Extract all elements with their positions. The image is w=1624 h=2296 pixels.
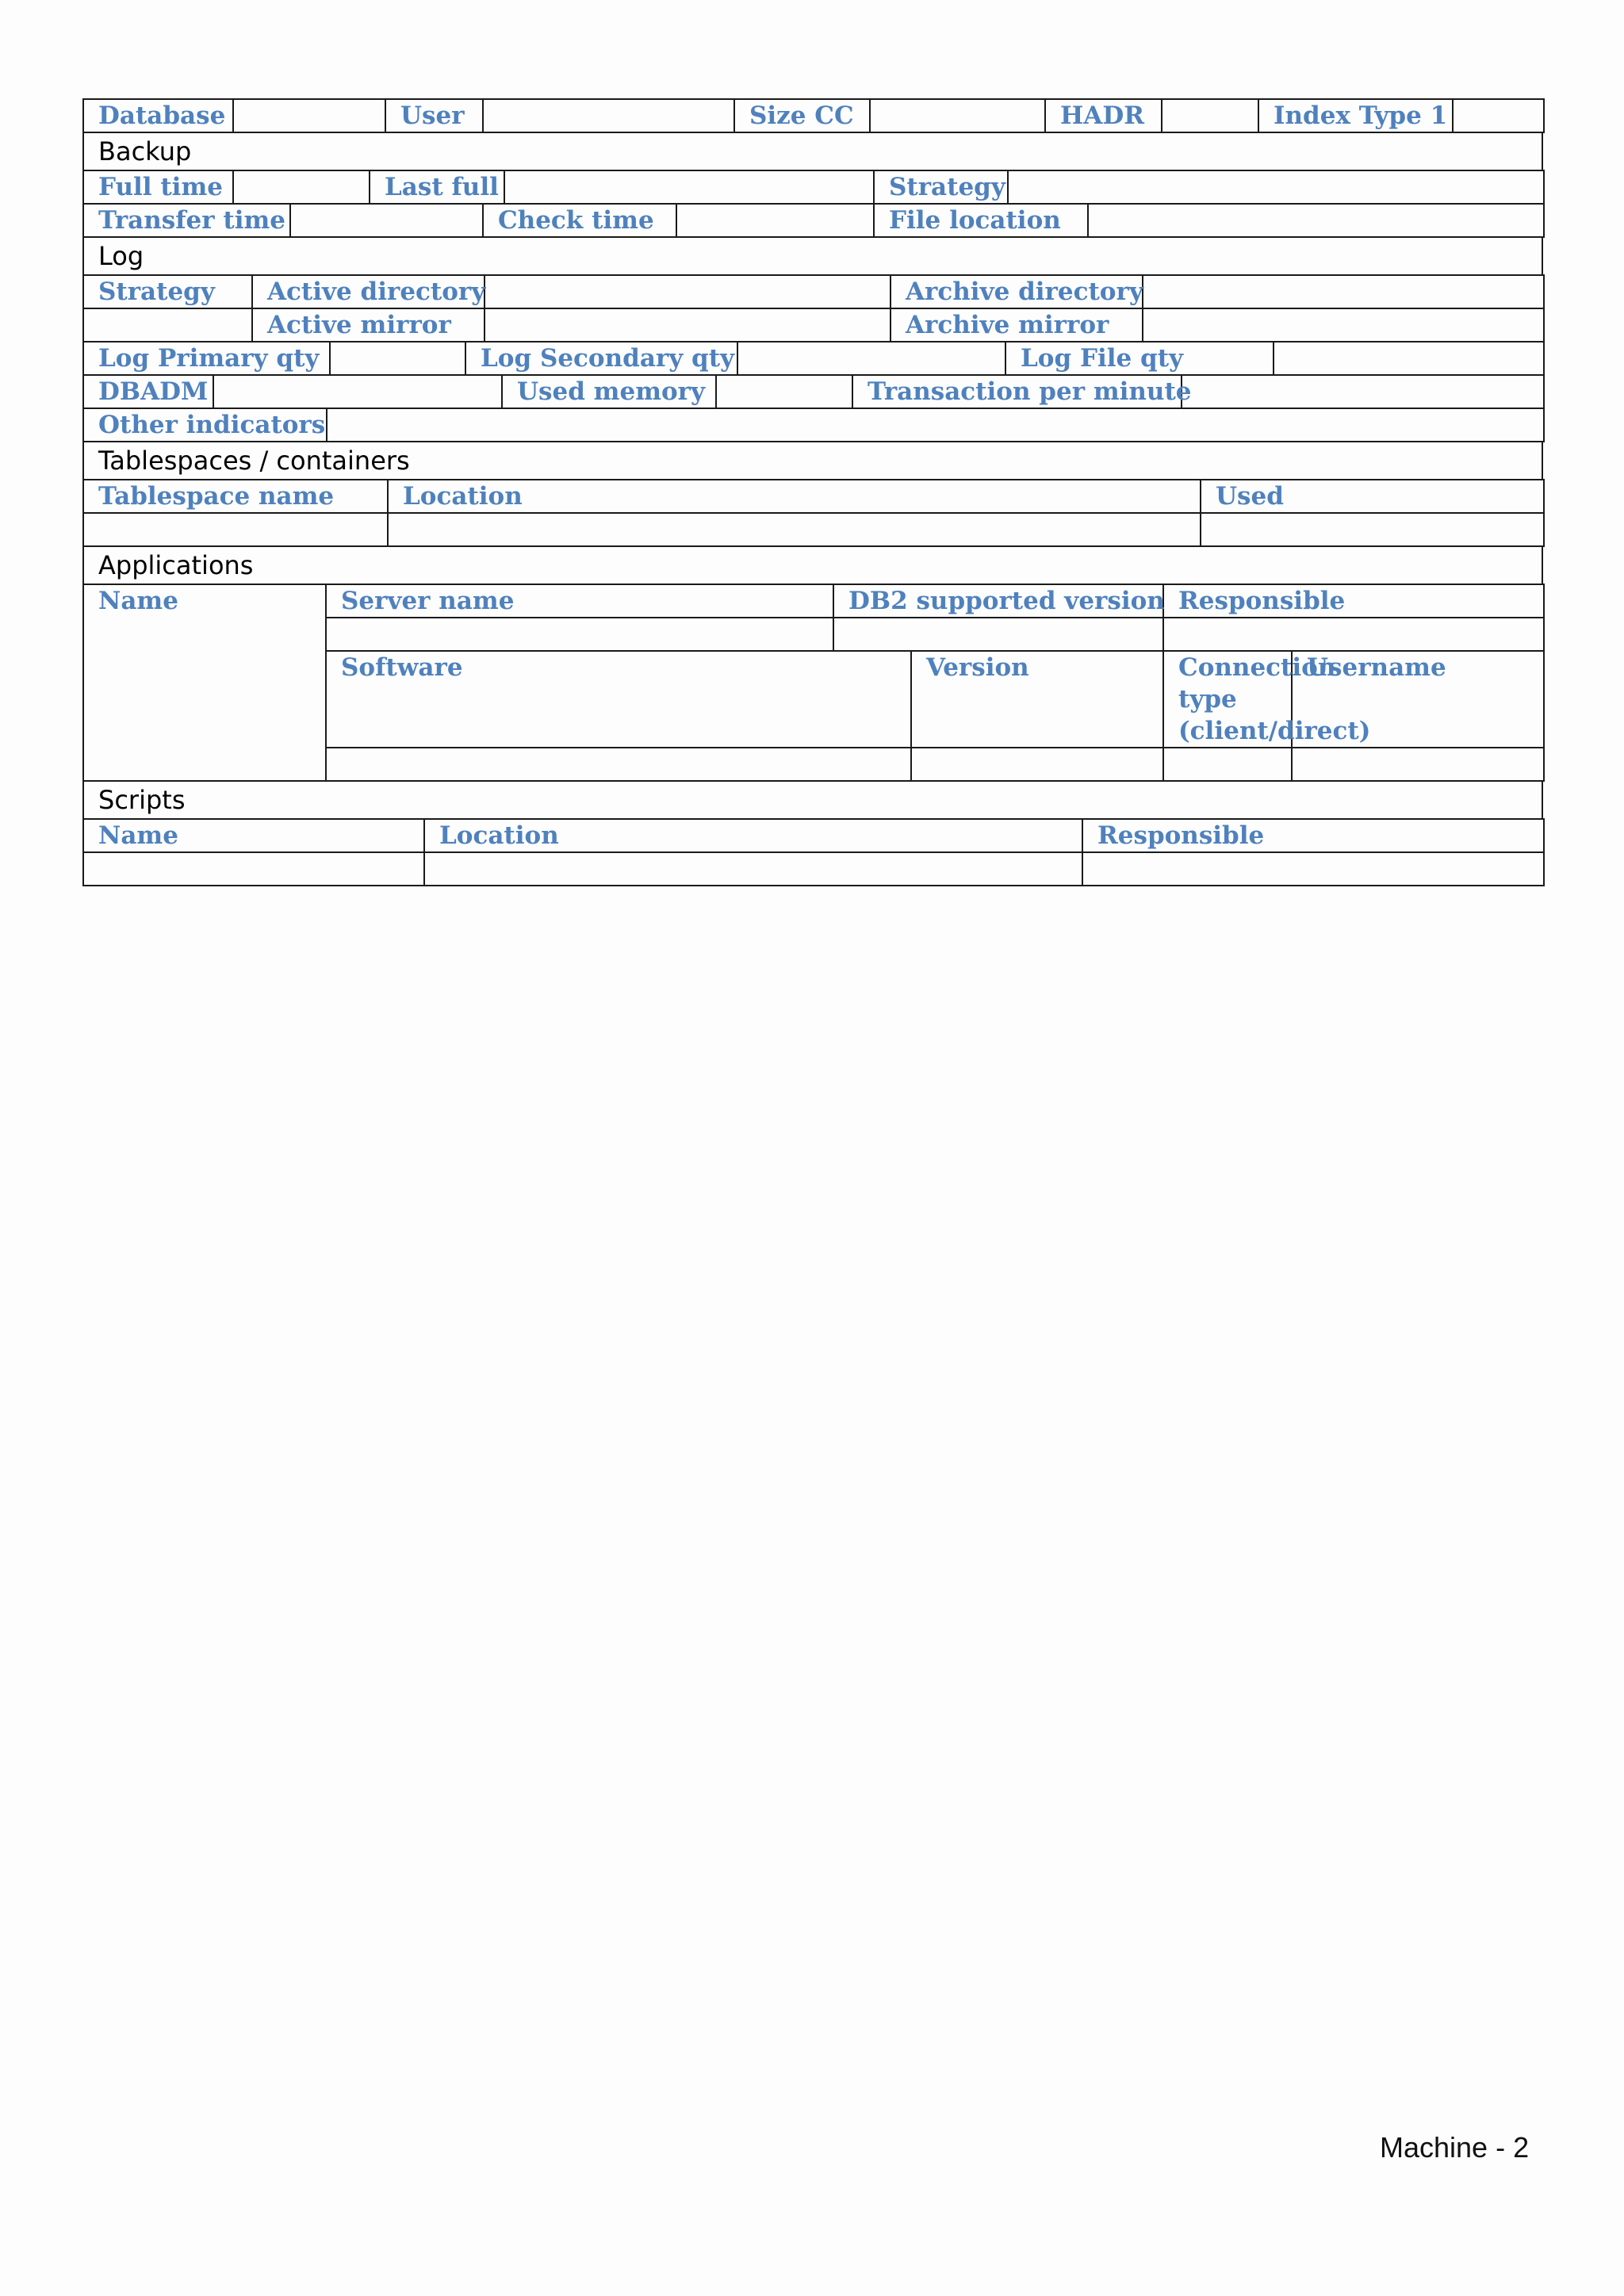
file-location-label: File location (874, 204, 1088, 237)
log-header-table (82, 236, 1543, 276)
tablespace-name-header: Tablespace name (83, 480, 388, 513)
tablespace-name-field[interactable] (83, 513, 388, 546)
tablespaces-table (82, 479, 1545, 547)
check-time-field[interactable] (676, 204, 874, 237)
version-field[interactable] (911, 748, 1163, 781)
last-full-label: Last full (370, 170, 504, 204)
app-name-header: Name (83, 584, 326, 781)
user-label: User (385, 99, 483, 132)
transfer-time-label: Transfer time (83, 204, 290, 237)
script-name-field[interactable] (83, 852, 424, 886)
index-type-field[interactable] (1453, 99, 1544, 132)
archive-mirror-field[interactable] (1143, 308, 1544, 342)
size-cc-label: Size CC (734, 99, 870, 132)
file-location-field[interactable] (1088, 204, 1544, 237)
version-header: Version (911, 651, 1163, 748)
archive-directory-field[interactable] (1143, 275, 1544, 308)
applications-table (82, 584, 1545, 782)
log-directories-table (82, 274, 1545, 342)
database-field[interactable] (233, 99, 385, 132)
used-memory-field[interactable] (716, 375, 852, 408)
log-primary-qty-label: Log Primary qty (83, 342, 330, 375)
log-qty-row (82, 341, 1545, 376)
dbadm-field[interactable] (213, 375, 502, 408)
log-secondary-qty-field[interactable] (737, 342, 1005, 375)
other-indicators-field[interactable] (327, 408, 1544, 442)
log-strategy-label: Strategy (83, 275, 252, 308)
applications-header-table (82, 545, 1543, 585)
full-time-label: Full time (83, 170, 233, 204)
transfer-time-field[interactable] (290, 204, 483, 237)
software-field[interactable] (326, 748, 911, 781)
applications-section-title: Applications (83, 546, 1542, 584)
backup-section-title: Backup (83, 132, 1542, 170)
software-header: Software (326, 651, 911, 748)
backup-row-1 (82, 170, 1545, 205)
archive-mirror-label: Archive mirror (891, 308, 1143, 342)
tablespace-location-header: Location (388, 480, 1201, 513)
log-secondary-qty-label: Log Secondary qty (465, 342, 737, 375)
backup-strategy-label: Strategy (874, 170, 1008, 204)
app-responsible-header: Responsible (1163, 584, 1544, 618)
script-responsible-field[interactable] (1082, 852, 1544, 886)
log-section-title: Log (83, 237, 1542, 275)
other-indicators-row (82, 408, 1545, 442)
last-full-field[interactable] (504, 170, 874, 204)
server-name-header: Server name (326, 584, 833, 618)
server-name-field[interactable] (326, 618, 833, 651)
user-field[interactable] (483, 99, 734, 132)
header-row-table (82, 98, 1545, 133)
hadr-label: HADR (1045, 99, 1162, 132)
dbadm-label: DBADM (83, 375, 213, 408)
connection-type-field[interactable] (1163, 748, 1292, 781)
hadr-field[interactable] (1162, 99, 1258, 132)
tablespace-location-field[interactable] (388, 513, 1201, 546)
backup-strategy-field[interactable] (1008, 170, 1544, 204)
tablespace-used-header: Used (1201, 480, 1544, 513)
size-cc-field[interactable] (870, 99, 1045, 132)
tablespace-used-field[interactable] (1201, 513, 1544, 546)
script-location-header: Location (424, 819, 1082, 852)
db2-supported-version-header: DB2 supported version (833, 584, 1163, 618)
check-time-label: Check time (483, 204, 676, 237)
other-indicators-label: Other indicators (83, 408, 327, 442)
database-label: Database (83, 99, 233, 132)
script-location-field[interactable] (424, 852, 1082, 886)
log-file-qty-label: Log File qty (1005, 342, 1274, 375)
active-mirror-label: Active mirror (252, 308, 485, 342)
connection-type-header: Connection type (client/direct) (1163, 651, 1292, 748)
dbadm-row (82, 374, 1545, 409)
transaction-per-minute-label: Transaction per minute (852, 375, 1182, 408)
log-file-qty-field[interactable] (1274, 342, 1544, 375)
script-responsible-header: Responsible (1082, 819, 1544, 852)
scripts-table (82, 818, 1545, 886)
db2-supported-version-field[interactable] (833, 618, 1163, 651)
scripts-header-table (82, 780, 1543, 820)
log-primary-qty-field[interactable] (330, 342, 465, 375)
scripts-section-title: Scripts (83, 781, 1542, 819)
index-type-label: Index Type 1 (1258, 99, 1453, 132)
tablespaces-header-table (82, 441, 1543, 480)
tablespaces-section-title: Tablespaces / containers (83, 442, 1542, 480)
log-strategy-field[interactable] (83, 308, 252, 342)
active-directory-field[interactable] (485, 275, 891, 308)
app-responsible-field[interactable] (1163, 618, 1544, 651)
active-mirror-field[interactable] (485, 308, 891, 342)
used-memory-label: Used memory (502, 375, 716, 408)
dba-inventory-form (82, 98, 1543, 886)
full-time-field[interactable] (233, 170, 370, 204)
script-name-header: Name (83, 819, 424, 852)
active-directory-label: Active directory (252, 275, 485, 308)
archive-directory-label: Archive directory (891, 275, 1143, 308)
transaction-per-minute-field[interactable] (1182, 375, 1544, 408)
backup-row-2 (82, 203, 1545, 238)
backup-header-table (82, 132, 1543, 171)
page-footer-label: Machine - 2 (1380, 2131, 1530, 2164)
username-header: Username (1292, 651, 1544, 748)
username-field[interactable] (1292, 748, 1544, 781)
